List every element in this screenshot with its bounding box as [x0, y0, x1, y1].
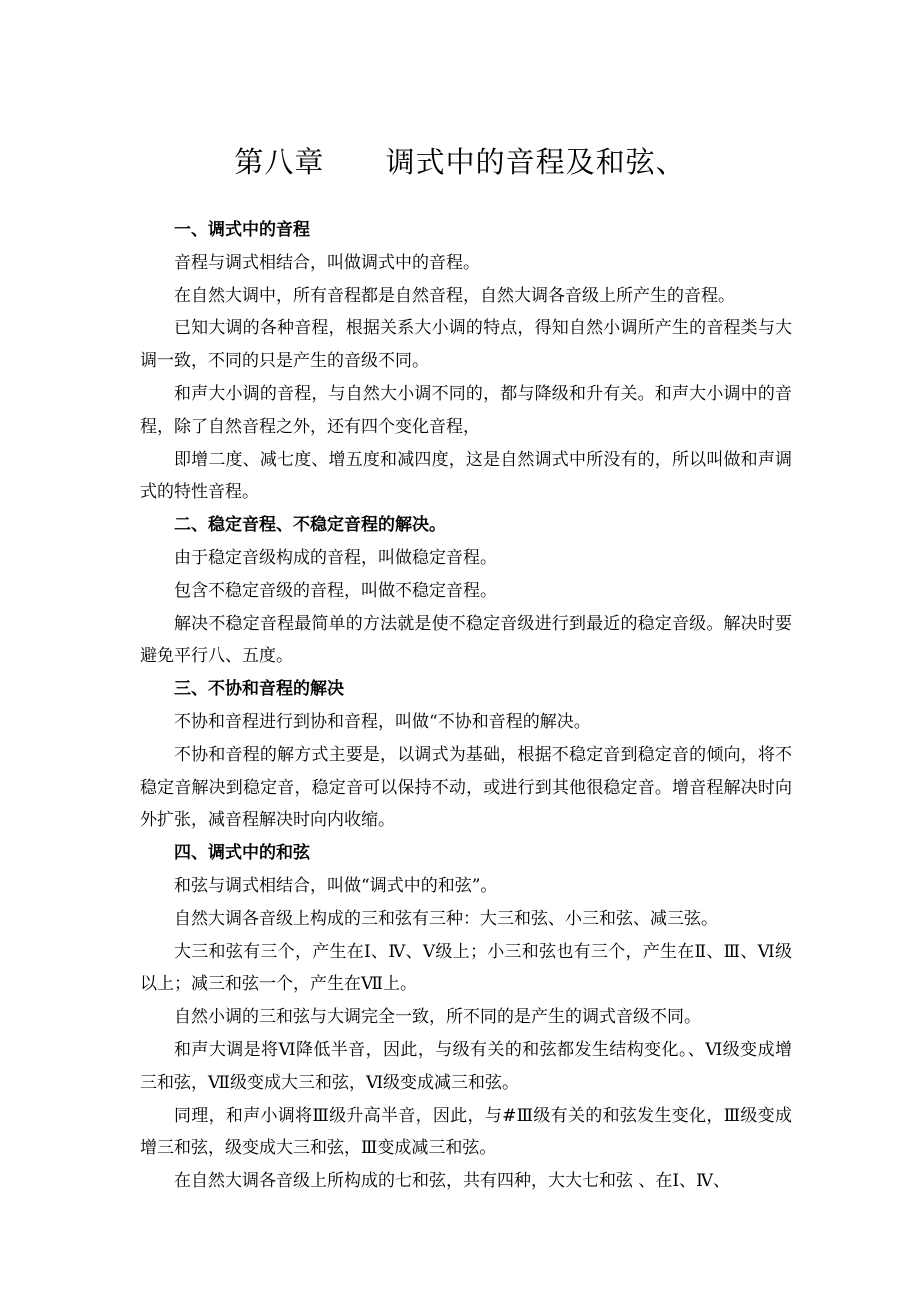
body-paragraph: 和声大调是将Ⅵ降低半音，因此，与级有关的和弦都发生结构变化。、Ⅵ级变成增三和弦，Ⅶ级变成大三和弦，Ⅵ级变成减三和弦。 [140, 1039, 792, 1093]
body-paragraph: 包含不稳定音级的音程，叫做不稳定音程。 [174, 580, 497, 601]
body-paragraph: 不协和音程进行到协和音程，叫做“不协和音程的解决。 [174, 711, 591, 732]
body-paragraph: 在自然大调中，所有音程都是自然音程，自然大调各音级上所产生的音程。 [174, 285, 735, 306]
body-paragraph: 在自然大调各音级上所构成的七和弦，共有四种，大大七和弦 、在Ⅰ、Ⅳ、 [174, 1171, 731, 1192]
body-paragraph: 和声大小调的音程，与自然大小调不同的，都与降级和升有关。和声大小调中的音程，除了自然音程之外，还有四个变化音程， [140, 383, 792, 437]
body-paragraph: 自然大调各音级上构成的三和弦有三种：大三和弦、小三和弦、减三弦。 [174, 908, 718, 929]
section-heading: 二、稳定音程、不稳定音程的解决。 [174, 515, 446, 536]
section-heading: 三、不协和音程的解决 [174, 679, 344, 700]
section-heading: 四、调式中的和弦 [174, 843, 310, 864]
body-paragraph: 同理，和声小调将Ⅲ级升高半音，因此，与#Ⅲ级有关的和弦发生变化，Ⅲ级变成增三和弦，级变成大三和弦，Ⅲ变成减三和弦。 [140, 1105, 792, 1159]
body-paragraph: 和弦与调式相结合，叫做“调式中的和弦”。 [174, 875, 498, 896]
body-paragraph: 不协和音程的解方式主要是，以调式为基础，根据不稳定音到稳定音的倾向，将不稳定音解决到稳定音，稳定音可以保持不动，或进行到其他很稳定音。增音程解决时向外扩张，减音程解决时向内收缩。 [140, 744, 792, 831]
body-paragraph: 解决不稳定音程最简单的方法就是使不稳定音级进行到最近的稳定音级。解决时要避免平行八、五度。 [140, 613, 792, 667]
chapter-title: 第八章 调式中的音程及和弦、 [234, 145, 686, 179]
body-paragraph: 即增二度、减七度、增五度和减四度，这是自然调式中所没有的，所以叫做和声调式的特性音程。 [140, 449, 792, 503]
body-paragraph: 已知大调的各种音程，根据关系大小调的特点，得知自然小调所产生的音程类与大调一致，不同的只是产生的音级不同。 [140, 318, 792, 372]
body-paragraph: 自然小调的三和弦与大调完全一致，所不同的是产生的调式音级不同。 [174, 1007, 701, 1028]
section-heading: 一、调式中的音程 [174, 220, 310, 240]
body-paragraph: 音程与调式相结合，叫做调式中的音程。 [174, 252, 480, 273]
body-paragraph: 大三和弦有三个，产生在Ⅰ、Ⅳ、Ⅴ级上；小三和弦也有三个，产生在Ⅱ、Ⅲ、Ⅵ级以上；减三和弦一个，产生在Ⅶ上。 [140, 941, 792, 995]
document-body [140, 214, 792, 1198]
body-paragraph: 由于稳定音级构成的音程，叫做稳定音程。 [174, 547, 497, 568]
